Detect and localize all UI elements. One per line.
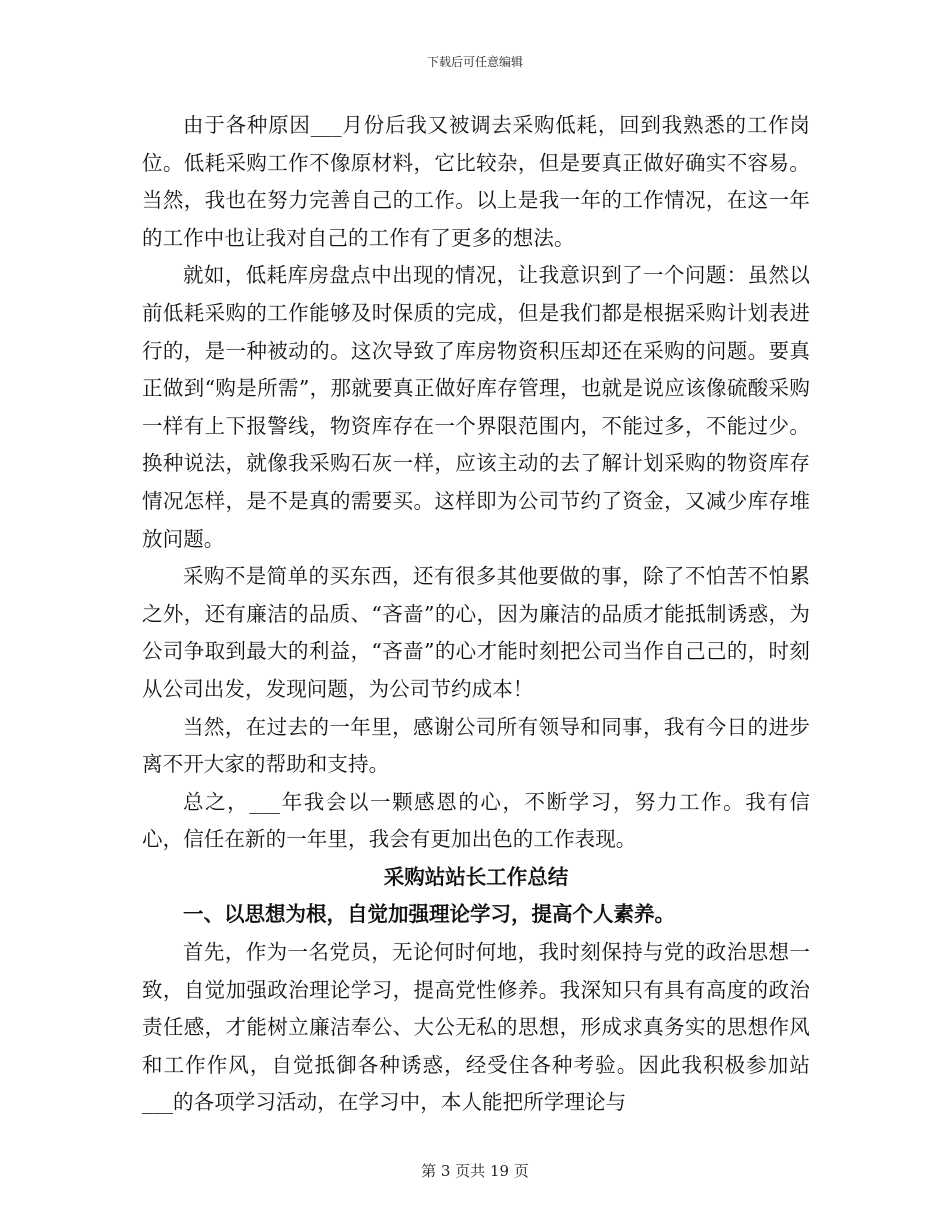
paragraph-4: 当然，在过去的一年里，感谢公司所有领导和同事，我有今日的进步离不开大家的帮助和支持。 [142,714,810,777]
page-header: 下载后可任意编辑 [426,55,523,69]
paragraph-3: 采购不是简单的买东西，还有很多其他要做的事，除了不怕苦不怕累之外，还有廉洁的品质、“吝啬”的心，因为廉洁的品质才能抵制诱惑，为公司争取到最大的利益，“吝啬”的心才能时刻把公司当作自己己的，时刻从公司出发，发现问题，为公司节约成本！ [142,564,810,701]
paragraph-1: 由于各种原因___月份后我又被调去采购低耗，回到我熟悉的工作岗位。低耗采购工作不像原材料，它比较杂，但是要真正做好确实不容易。当然，我也在努力完善自己的工作。以上是我一年的工作情况，在这一年的工作中也让我对自己的工作有了更多的想法。 [142,113,810,250]
paragraph-2: 就如，低耗库房盘点中出现的情况，让我意识到了一个问题：虽然以前低耗采购的工作能够及时保质的完成，但是我们都是根据采购计划表进行的，是一种被动的。这次导致了库房物资积压却还在采购的问题。要真正做到“购是所需”，那就要真正做好库存管理，也就是说应该像硫酸采购一样有上下报警线，物资库存在一个界限范围内，不能过多，不能过少。换种说法，就像我采购石灰一样，应该主动的去了解计划采购的物资库存情况怎样，是不是真的需要买。这样即为公司节约了资金，又减少库存堆放问题。 [142,263,810,551]
document-body [142,107,810,1122]
paragraph-5: 总之，___年我会以一颗感恩的心，不断学习，努力工作。我有信心，信任在新的一年里，我会有更加出色的工作表现。 [142,789,810,852]
paragraph-6: 首先，作为一名党员，无论何时何地，我时刻保持与党的政治思想一致，自觉加强政治理论学习，提高党性修养。我深知只有具有高度的政治责任感，才能树立廉洁奉公、大公无私的思想，形成求真务实的思想作风和工作作风，自觉抵御各种诱惑，经受住各种考验。因此我积极参加站___的各项学习活动，在学习中，本人能把所学理论与 [142,940,810,1115]
section-heading: 一、以思想为根，自觉加强理论学习，提高个人素养。 [183,902,675,927]
document-title: 采购站站长工作总结 [383,864,569,889]
page-footer: 第 3 页共 19 页 [421,1162,529,1180]
